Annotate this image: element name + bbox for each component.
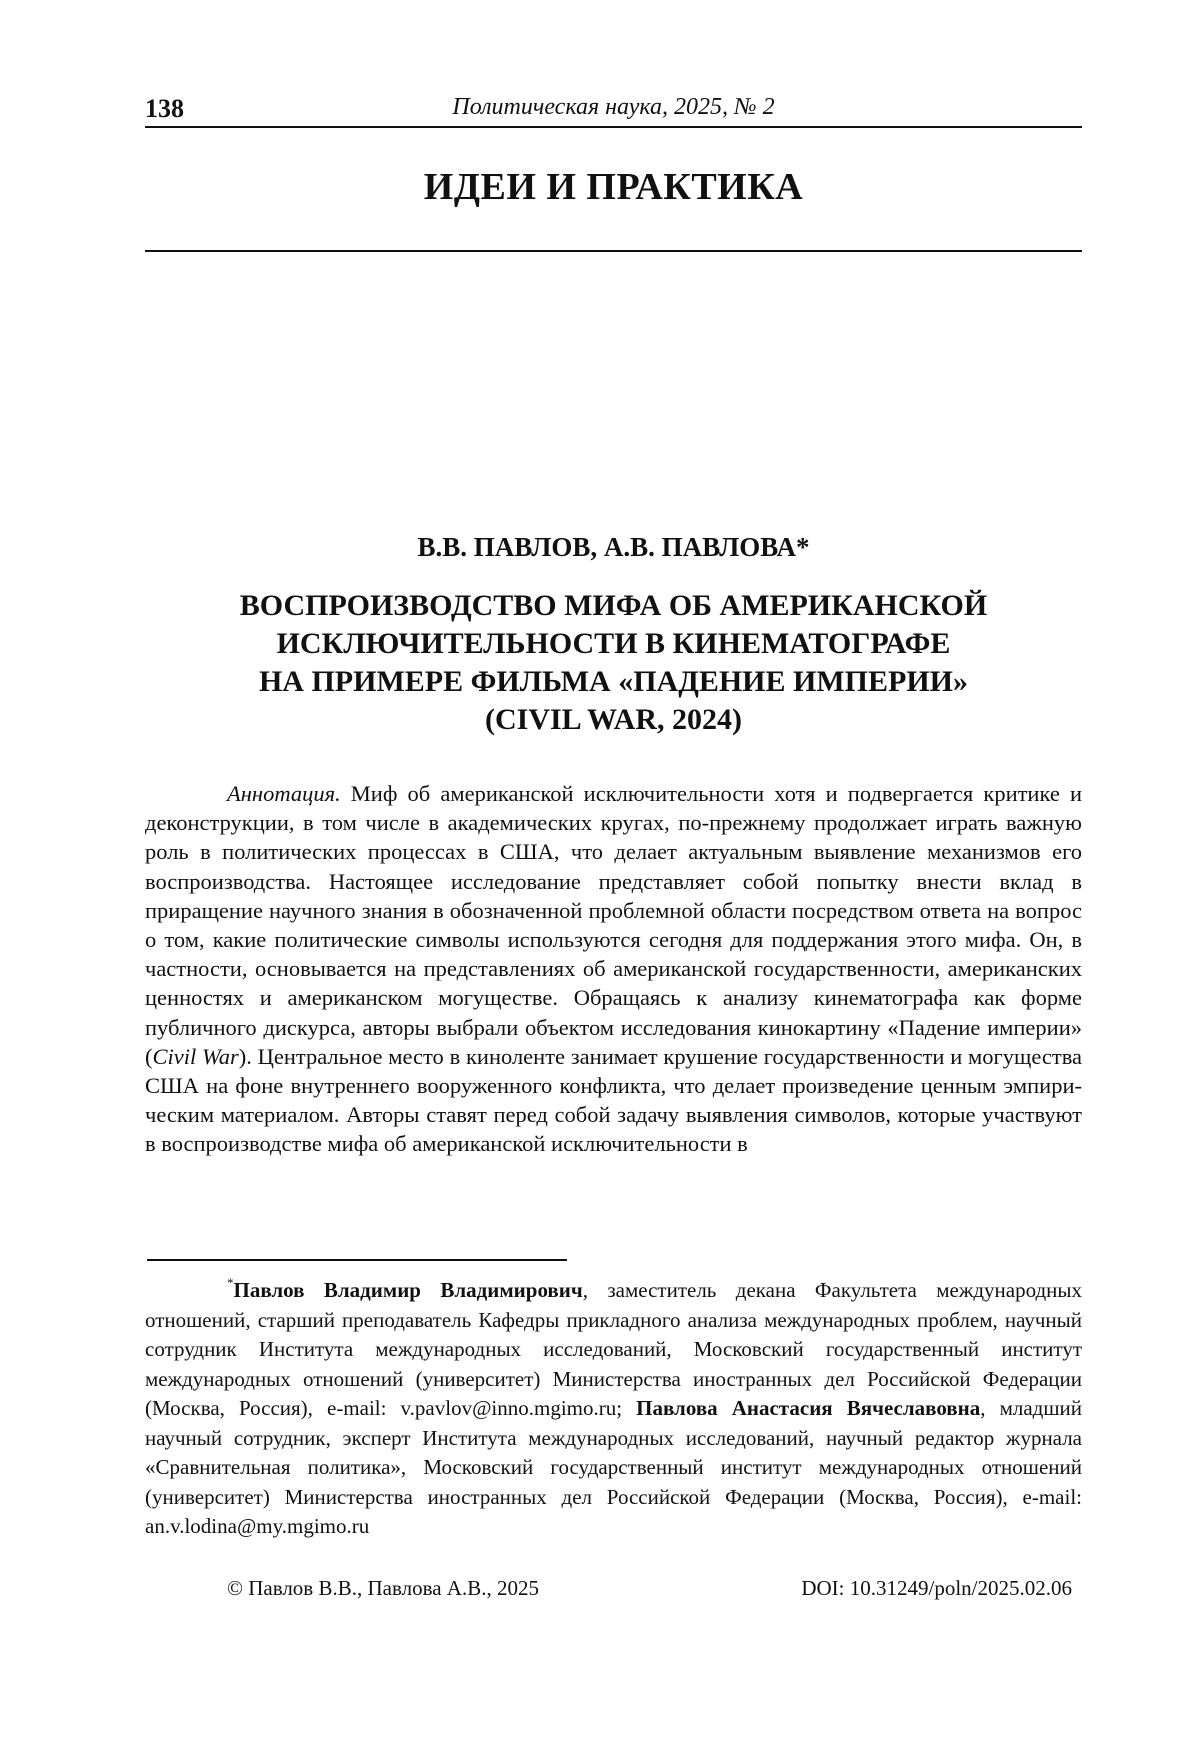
abstract-label: Аннотация. [227,781,341,806]
author1-name: Павлов Владимир Владимирович [234,1278,583,1302]
author-footnote [145,1276,1082,1542]
author1-info: , заместитель декана Факультета меж­дународных отношений, старший преподаватель Кафедры прикладного анализа международных проблем, научный сотрудник Института международных исследо­ваний, Московский государственный институт международных отношений (уни­верситет) Министерства иностранных дел Российской Федерации (Москва, Россия), e-mail: v.pavlov@inno.mgimo.ru; [145,1278,1082,1420]
footnote-marker: * [227,1275,234,1290]
copyright: © Павлов В.В., Павлова А.В., 2025 [227,1576,539,1601]
footnote-paragraph [145,1276,1082,1542]
author2-name: Павлова Анастасия Вячеславовна [636,1396,980,1420]
abstract-paragraph [145,779,1082,1159]
footnote-divider [147,1259,567,1261]
abstract-film-title: Civil War [153,1044,239,1069]
journal-title: Политическая наука, 2025, № 2 [145,94,1082,121]
copyright-line [145,1576,1082,1606]
article-title-line: ИСКЛЮЧИТЕЛЬНОСТИ В КИНЕМАТОГРАФЕ [145,625,1082,663]
abstract [145,779,1082,1159]
article-title-line: ВОСПРОИЗВОДСТВО МИФА ОБ АМЕРИКАНСКОЙ [145,587,1082,625]
running-head [145,92,1082,128]
author2-info: , младший научный сотрудник, эксперт Института международных исследований, научный редактор журнала «Сравнительная политика», Московский государственный ин­ститут международных отношений (университет) Министерства иностранных дел Российской Федерации (Москва, Россия), e-mail: an.v.lodina@my.mgimo.ru [145,1396,1082,1538]
article-title-line: НА ПРИМЕРЕ ФИЛЬМА «ПАДЕНИЕ ИМПЕРИИ» [145,663,1082,701]
section-divider [145,250,1082,252]
abstract-text: Миф об американской исключительности хотя и подвергается критике и деконструкции, в том числе в академических кругах, по-прежнему продолжает играть важную роль в политических процессах в США, что делает актуальным выявление механизмов его воспроизводства. Настоящее исследова­ние представляет собой попытку внести вклад в приращение научного знания в обозначенной проблемной области посредством ответа на вопрос о том, какие политические символы используются сегодня для поддержания этого мифа. Он, в частности, основывается на представлениях об американской государственности, американских ценностях и американском могуществе. Обращаясь к анализу ки­нематографа как форме публичного дискурса, авторы выбрали объектом исследо­вания кинокартину «Падение империи» ( [145,781,1082,1069]
article-title-line: (CIVIL WAR, 2024) [145,701,1082,739]
doi: DOI: 10.31249/poln/2025.02.06 [801,1576,1072,1601]
journal-page [145,0,1082,1737]
page-number: 138 [145,94,184,124]
abstract-text: ). Центральное место в кино­ленте занимает крушение государственности и могущества США на фоне внутреннего вооруженного конфликта, что делает произведение ценным эмпири­ческим материалом. Авторы ставят перед собой задачу выявления символов, ко­торые участвуют в воспроизводстве мифа об американской исключительности в [145,1044,1082,1157]
section-title: ИДЕИ И ПРАКТИКА [145,165,1082,209]
article-title [145,587,1082,739]
article-authors: В.В. ПАВЛОВ, А.В. ПАВЛОВА* [145,532,1082,563]
